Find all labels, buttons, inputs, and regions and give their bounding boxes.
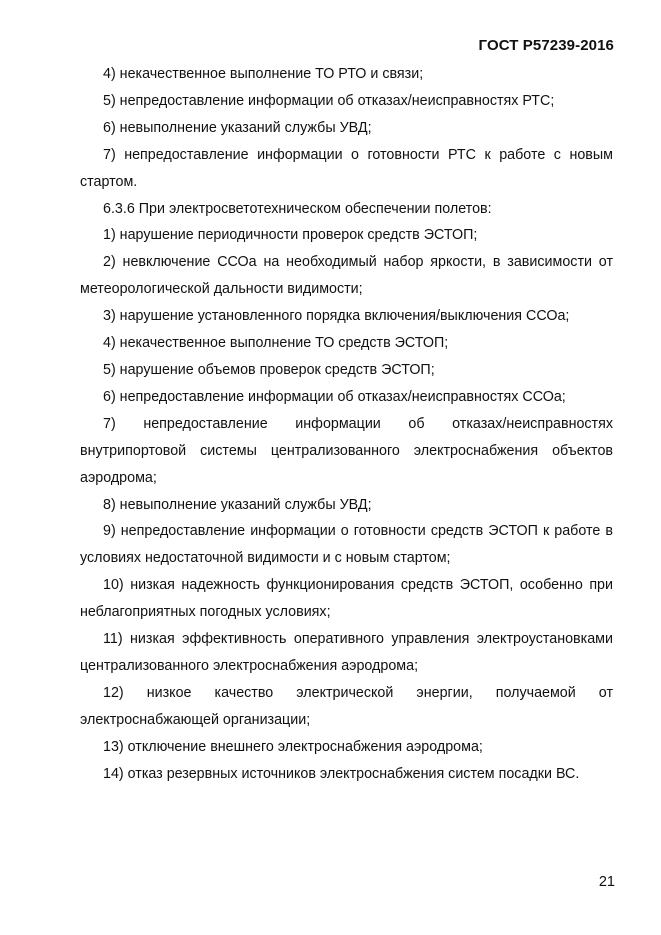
document-header: ГОСТ Р57239-2016 [478, 37, 614, 54]
document-body [80, 61, 613, 787]
list-item-brightness: 2) невключение ССОа на необходимый набор яркости, в зависимости от метеорологической дальности видимости; [80, 254, 613, 298]
list-item-atc-instructions: 6) невыполнение указаний службы УВД; [103, 119, 372, 136]
list-item-rto-maintenance: 4) некачественное выполнение ТО РТО и связи; [103, 66, 424, 82]
list-item-rts-failure-info: 5) непредоставление информации об отказах/неисправностях РТС; [103, 92, 555, 109]
list-item-power-failure-info: 7) непредоставление информации об отказах/неисправностях внутрипортовой системы централизованного электроснабжения объектов аэродрома; [80, 415, 613, 486]
list-item-external-power-off: 13) отключение внешнего электроснабжения аэродрома; [103, 738, 483, 755]
list-item-switching-order: 3) нарушение установленного порядка включения/выключения ССОа; [103, 308, 570, 325]
list-item-estop-maintenance: 4) некачественное выполнение ТО средств ЭСТОП; [103, 335, 449, 352]
list-item-estop-readiness: 9) непредоставление информации о готовности средств ЭСТОП к работе в условиях недостаточной видимости и с новым стартом; [80, 523, 613, 567]
list-item-low-efficiency: 11) низкая эффективность оперативного управления электроустановками централизованного электроснабжения аэродрома; [80, 631, 613, 674]
list-item-backup-power-failure: 14) отказ резервных источников электроснабжения систем посадки ВС. [103, 765, 580, 782]
page-number: 21 [598, 874, 615, 890]
section-heading-6-3-6: 6.3.6 При электросветотехническом обеспечении полетов: [103, 200, 492, 217]
list-item-estop-checks: 5) нарушение объемов проверок средств ЭСТОП; [103, 361, 435, 378]
list-item-atc-instructions-2: 8) невыполнение указаний службы УВД; [103, 496, 372, 513]
list-item-power-quality: 12) низкое качество электрической энергии, получаемой от электроснабжающей организации; [80, 684, 613, 728]
list-item-rts-readiness: 7) непредоставление информации о готовности РТС к работе с новым стартом. [80, 146, 613, 190]
list-item-low-reliability: 10) низкая надежность функционирования средств ЭСТОП, особенно при неблагоприятных погодных условиях; [80, 577, 613, 621]
list-item-check-periodicity: 1) нарушение периодичности проверок средств ЭСТОП; [103, 227, 478, 244]
list-item-sso-failure-info: 6) непредоставление информации об отказах/неисправностях ССОа; [103, 388, 566, 405]
